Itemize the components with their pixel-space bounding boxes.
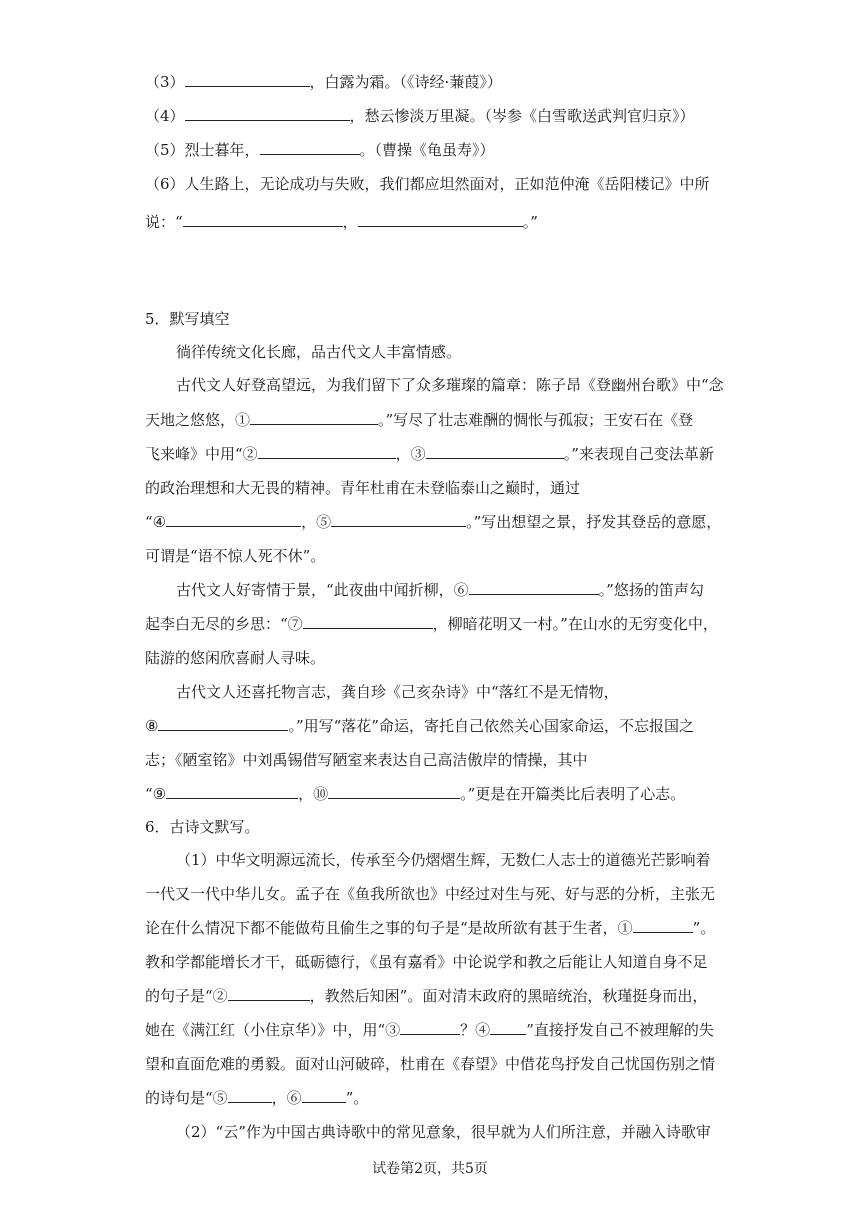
answer-blank[interactable] [185, 106, 350, 121]
q5-para3-line4: “⑨ ，⑩ 。”更是在开篇类比后表明了心志。 [145, 785, 686, 803]
q5-title: 5．默写填空 [145, 310, 230, 328]
q5-para3-line1: 古代文人还喜托物言志，龚自珍《己亥杂诗》中“落红不是无情物， [176, 683, 619, 701]
answer-blank[interactable] [303, 614, 433, 629]
answer-blank[interactable] [469, 580, 599, 595]
q6-title: 6．古诗文默写。 [145, 818, 260, 836]
q5-para1-line4: 的政治理想和大无畏的精神。青年杜甫在未登临泰山之巅时，通过 [145, 479, 581, 497]
q6-line9: （2）“云”作为中国古典诗歌中的常见意象，很早就为人们所注意，并融入诗歌审 [176, 1123, 711, 1141]
q5-para2-line3: 陆游的悠闲欣喜耐人寻味。 [145, 649, 326, 667]
q4-item-3: （3） ，白露为霜。（《诗经·蒹葭》） [145, 73, 502, 91]
q5-para2-line2: 起李白无尽的乡思：“⑦ ，柳暗花明又一村。”在山水的无穷变化中， [145, 615, 718, 633]
answer-blank[interactable] [258, 444, 396, 459]
q4-item-4: （4） ，愁云惨淡万里凝。（岑参《白雪歌送武判官归京》） [145, 107, 695, 125]
q5-para1-line1: 古代文人好登高望远，为我们留下了众多璀璨的篇章：陈子昂《登幽州台歌》中“念 [176, 376, 724, 394]
answer-blank[interactable] [358, 212, 523, 227]
answer-blank[interactable] [328, 784, 460, 799]
answer-blank[interactable] [331, 512, 466, 527]
q4-item-6-answer: 说：“ ， 。” [145, 213, 538, 231]
answer-blank[interactable] [426, 444, 564, 459]
q4-item-5: （5）烈士暮年， 。（曹操《龟虽寿》） [145, 141, 495, 159]
q5-para1-line5: “④ ，⑤ 。”写出想望之景，抒发其登岳的意愿， [145, 513, 722, 531]
q6-line5: 的句子是“② ，教然后知困”。面对清末政府的黑暗统治，秋瑾挺身而出， [145, 987, 708, 1005]
q4-item-6: （6）人生路上，无论成功与失败，我们都应坦然面对，正如范仲淹《岳阳楼记》中所 [145, 175, 710, 193]
q6-line4: 教和学都能增长才干，砥砺德行，《虽有嘉肴》中论说学和教之后能让人知道自身不足 [145, 953, 708, 971]
q6-line3: 论在什么情况下都不能做苟且偷生之事的句子是“是故所欲有甚于生者，① ”。 [145, 919, 716, 937]
q5-para3-line2: ⑧ 。”用写“落花”命运，寄托自己依然关心国家命运，不忘报国之 [145, 717, 694, 735]
q6-line2: 一代又一代中华儿女。孟子在《鱼我所欲也》中经过对生与死、好与恶的分析，主张无 [145, 885, 716, 903]
answer-blank[interactable] [400, 1020, 460, 1035]
q6-line7: 望和直面危难的勇毅。面对山河破碎，杜甫在《春望》中借花鸟抒发自己忧国伤别之情 [145, 1055, 716, 1073]
q6-line8: 的诗句是“⑤ ，⑥ ”。 [145, 1089, 369, 1107]
answer-blank[interactable] [158, 716, 288, 731]
answer-blank[interactable] [260, 140, 360, 155]
answer-blank[interactable] [250, 410, 378, 425]
q5-para1-line2: 天地之悠悠，① 。”写尽了壮志难酬的惆怅与孤寂；王安石在《登 [145, 411, 694, 429]
answer-blank[interactable] [183, 212, 343, 227]
answer-blank[interactable] [490, 1020, 526, 1035]
answer-blank[interactable] [166, 512, 301, 527]
q5-para2-line1: 古代文人好寄情于景，“此夜曲中闻折柳，⑥ 。”悠扬的笛声勾 [176, 581, 704, 599]
q5-para1-line3: 飞来峰》中用“② ，③ 。”来表现自己变法革新 [145, 445, 714, 463]
answer-blank[interactable] [302, 1088, 346, 1103]
q5-intro: 徜徉传统文化长廊，品古代文人丰富情感。 [176, 343, 462, 361]
q5-para1-line6: 可谓是“语不惊人死不休”。 [145, 547, 326, 565]
answer-blank[interactable] [228, 986, 310, 1001]
q5-para3-line3: 志；《陋室铭》中刘禹锡借写陋室来表达自己高洁傲岸的情操，其中 [145, 751, 588, 769]
q6-line6: 她在《满江红（小住京华）》中，用“③ ？④ ”直接抒发自己不被理解的失 [145, 1021, 714, 1039]
answer-blank[interactable] [185, 72, 310, 87]
q6-line1: （1）中华文明源远流长，传承至今仍熠熠生辉，无数仁人志士的道德光芒影响着 [176, 851, 711, 869]
answer-blank[interactable] [166, 784, 298, 799]
page-footer: 试卷第2页，共5页 [372, 1161, 488, 1177]
answer-blank[interactable] [633, 918, 693, 933]
answer-blank[interactable] [228, 1088, 272, 1103]
